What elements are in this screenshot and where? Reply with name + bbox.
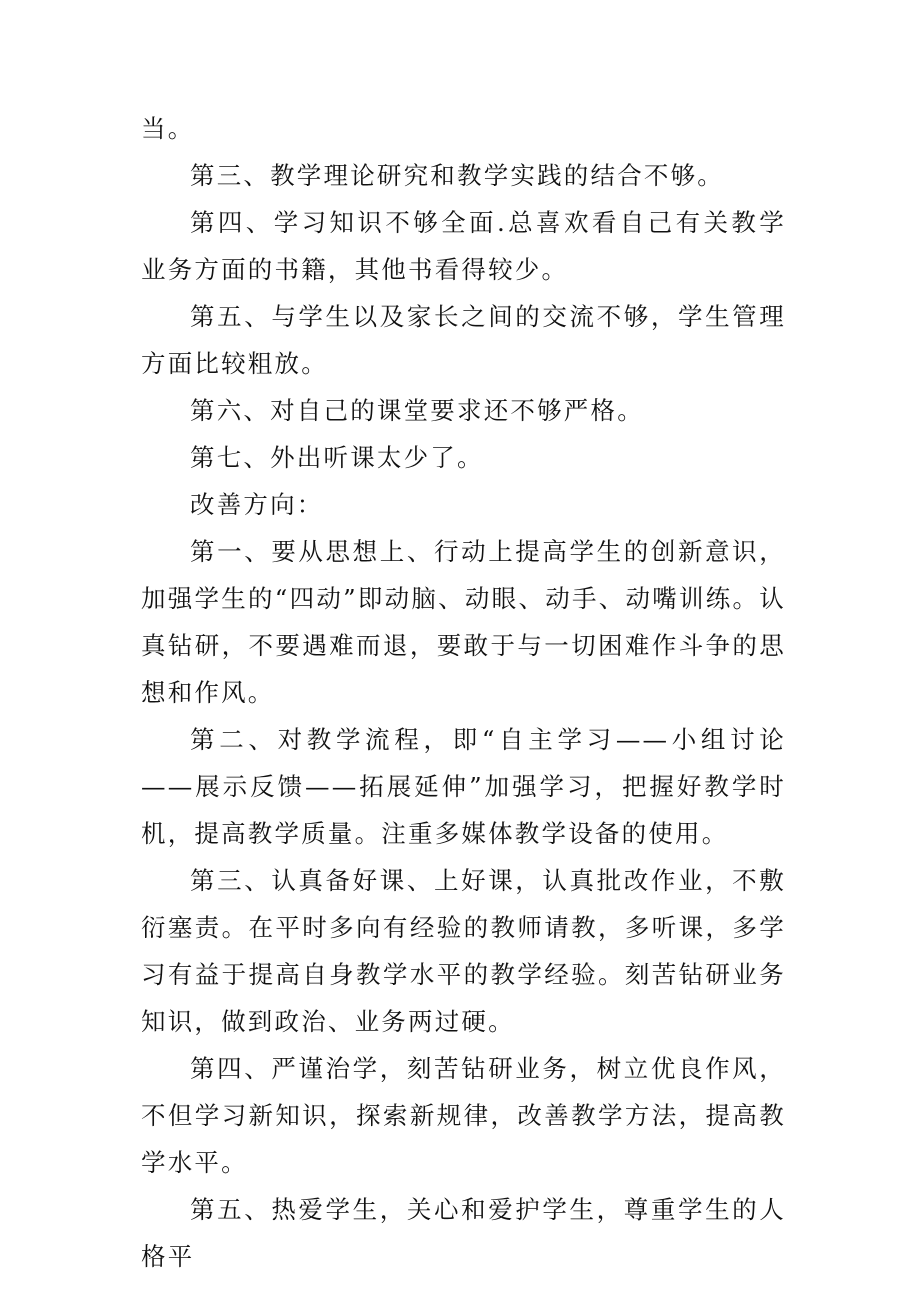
paragraph-item: 第三、教学理论研究和教学实践的结合不够。 — [190, 161, 724, 190]
paragraph-continuation: 当。 — [141, 114, 195, 143]
paragraph-item: 第三、认真备好课、上好课，认真批改作业，不敷衍塞责。在平时多向有经验的教师请教，多听课，多学习有益于提高自身教学水平的教学经验。刻苦钻研业务知识，做到政治、业务两过硬。 — [141, 866, 786, 1036]
paragraph-item: 第五、热爱学生，关心和爱护学生，尊重学生的人格平 — [141, 1195, 786, 1271]
paragraph-item: 第五、与学生以及家长之间的交流不够，学生管理方面比较粗放。 — [141, 302, 786, 378]
paragraph-item: 第四、严谨治学，刻苦钻研业务，树立优良作风，不但学习新知识，探索新规律，改善教学方法，提高教学水平。 — [141, 1054, 786, 1177]
paragraph-item: 第二、对教学流程，即“自主学习——小组讨论——展示反馈——拓展延伸”加强学习，把握好教学时机，提高教学质量。注重多媒体教学设备的使用。 — [141, 725, 786, 848]
paragraph-item: 第六、对自己的课堂要求还不够严格。 — [190, 396, 644, 425]
paragraph-item: 第七、外出听课太少了。 — [190, 443, 484, 472]
paragraph-item: 第四、学习知识不够全面.总喜欢看自己有关教学业务方面的书籍，其他书看得较少。 — [141, 208, 786, 284]
section-heading: 改善方向： — [190, 490, 324, 519]
document-body — [141, 105, 786, 1280]
paragraph-item: 第一、要从思想上、行动上提高学生的创新意识，加强学生的“四动”即动脑、动眼、动手、动嘴训练。认真钻研，不要遇难而退，要敢于与一切困难作斗争的思想和作风。 — [141, 537, 786, 707]
